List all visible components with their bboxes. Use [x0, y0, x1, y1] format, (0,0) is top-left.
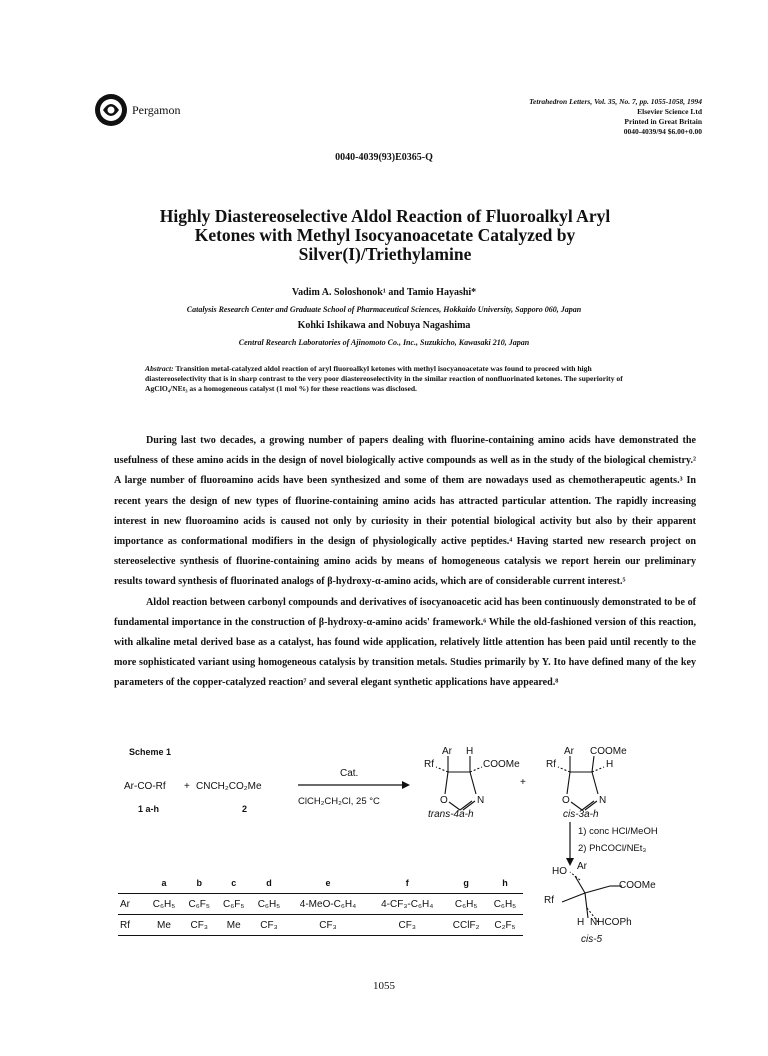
table-cell: CF₃: [251, 915, 287, 936]
atom-coome: COOMe: [619, 880, 656, 891]
scheme-label: Scheme 1: [129, 747, 172, 757]
table-header-row: [118, 873, 523, 894]
compound-label-1: 1 a-h: [138, 804, 160, 814]
table-row: [118, 915, 523, 936]
paper-title: [90, 207, 680, 264]
atom-o: O: [440, 795, 448, 806]
journal-line: Elsevier Science Ltd: [637, 107, 702, 116]
publisher-logo: [94, 93, 180, 127]
table-header-cell: b: [182, 873, 216, 894]
table-cell: C₂F₅: [487, 915, 523, 936]
affiliation-1: Catalysis Research Center and Graduate School of Pharmaceutical Sciences, Hokkaido University, Sapporo 060, Japan: [186, 305, 582, 314]
atom-coome: COOMe: [483, 759, 520, 770]
plus-sign: +: [184, 781, 190, 792]
step-2-conditions: 2) PhCOCl/NEt₃: [578, 843, 647, 854]
atom-n: N: [477, 795, 485, 806]
catalyst-label: Cat.: [340, 768, 359, 779]
table-row: [118, 894, 523, 915]
atom-h: H: [577, 917, 585, 928]
abstract: [145, 364, 635, 395]
table-cell: C₆F₅: [182, 894, 216, 915]
reaction-arrow: [298, 780, 410, 790]
journal-line: 0040-4039/94 $6.00+0.00: [623, 127, 702, 136]
pergamon-seal-icon: [94, 93, 128, 127]
atom-ho: HO: [552, 866, 567, 877]
page-number: 1055: [373, 980, 395, 992]
substituent-table: [118, 873, 523, 936]
journal-line: Tetrahedron Letters, Vol. 35, No. 7, pp. 1055-1058, 1994: [529, 97, 702, 106]
step-1-conditions: 1) conc HCl/MeOH: [578, 826, 658, 837]
title-line: Silver(I)/Triethylamine: [298, 244, 472, 264]
table-header-cell: f: [369, 873, 445, 894]
reaction-conditions: ClCH₂CH₂Cl, 25 °C: [298, 796, 380, 807]
atom-rf: Rf: [424, 759, 434, 770]
authors-group-1: Vadim A. Soloshonok¹ and Tamio Hayashi*: [291, 287, 477, 298]
table-header-cell: h: [487, 873, 523, 894]
table-header-cell: d: [251, 873, 287, 894]
atom-ar: Ar: [577, 861, 587, 872]
journal-line: Printed in Great Britain: [624, 117, 702, 126]
reactant-isocyanoacetate: CNCH₂CO₂Me: [196, 781, 262, 792]
publisher-name: Pergamon: [132, 102, 181, 117]
table-header-cell: e: [287, 873, 369, 894]
body-text: [114, 431, 696, 694]
atom-o: O: [562, 795, 570, 806]
atom-n: N: [599, 795, 607, 806]
reactant-ketone: Ar-CO-Rf: [124, 781, 166, 792]
compound-label-cis-3: cis-3a-h: [563, 809, 599, 820]
atom-nhcoph: NHCOPh: [590, 917, 632, 928]
paragraph: Aldol reaction between carbonyl compounds and derivatives of isocyanoacetic acid has been continuously demonstrated to be of fundamental importance in the construction of β-hydroxy-α-amino acids' framework.⁶ While the old-fashioned version of this reaction, with alkaline metal derived base as a catalyst, has found wide application, relatively little attention has been paid until recently to the more sophisticated variant using homogeneous catalysis by transition metals. Studies primarily by Y. Ito have defined many of the key parameters of the copper-catalyzed reaction⁷ and several elegant synthetic applications have appeared.⁸: [114, 596, 696, 689]
table-cell: Me: [146, 915, 182, 936]
compound-label-2: 2: [242, 804, 248, 814]
table-cell: CF₃: [287, 915, 369, 936]
row-label: Rf: [118, 915, 146, 936]
abstract-text: Transition metal-catalyzed aldol reaction of aryl fluoroalkyl ketones with methyl isocyanoacetate was found to proceed with high diastereoselectivity that is in sharp contrast to the very poor diastereoselectivity in the similar reaction of nonfluorinated ketones. The superiority of AgClO₄/NEt₃ as a homogeneous catalyst (1 mol %) for these reactions was disclosed.: [145, 364, 623, 394]
row-label: Ar: [118, 894, 146, 915]
table-cell: Me: [216, 915, 250, 936]
table-cell: 4-MeO-C₆H₄: [287, 894, 369, 915]
affiliation-2: Central Research Laboratories of Ajinomoto Co., Inc., Suzukicho, Kawasaki 210, Japan: [238, 338, 530, 347]
table-header-cell: a: [146, 873, 182, 894]
table-cell: CF₃: [369, 915, 445, 936]
atom-h: H: [606, 759, 614, 770]
plus-sign: +: [520, 777, 526, 788]
journal-citation: [529, 97, 702, 137]
atom-coome: COOMe: [590, 746, 627, 757]
table-cell: C₆F₅: [216, 894, 250, 915]
abstract-label: Abstract:: [145, 364, 174, 373]
table-cell: CClF₂: [445, 915, 487, 936]
compound-label-trans-4: trans-4a-h: [428, 809, 474, 820]
table-cell: C₆H₅: [487, 894, 523, 915]
title-line: Highly Diastereoselective Aldol Reaction of Fluoroalkyl Aryl: [159, 206, 611, 226]
table-cell: 4-CF₃-C₆H₄: [369, 894, 445, 915]
atom-rf: Rf: [544, 895, 554, 906]
atom-ar: Ar: [564, 746, 574, 757]
table-cell: C₆H₅: [251, 894, 287, 915]
table-cell: C₆H₅: [445, 894, 487, 915]
table-cell: CF₃: [182, 915, 216, 936]
authors-group-2: Kohki Ishikawa and Nobuya Nagashima: [297, 320, 471, 331]
table-header-cell: g: [445, 873, 487, 894]
paragraph: During last two decades, a growing number of papers dealing with fluorine-containing amino acids have demonstrated the usefulness of these amino acids in the design of novel biologically active compounds as well as in the study of the biological chemistry.² A large number of fluoroamino acids have been synthesized and some of them are nowadays used as chemotherapeutic agents.³ In recent years the design of new types of fluorine-containing amino acids has attracted particular attention. The rapidly increasing interest in new fluoroamino acids is caused not only by curiosity in their potential biological activity but also by their apparent importance as conformational modifiers in the design of physiologically active peptides.⁴ Having started new research project on stereoselective synthesis of fluorine-containing amino acids by means of homogeneous catalysis we report herein our preliminary results toward synthesis of fluorinated analogs of β-hydroxy-α-amino acids, which are of considerable current interest.⁵: [114, 435, 696, 588]
doi-code: 0040-4039(93)E0365-Q: [335, 152, 433, 163]
atom-h: H: [466, 746, 474, 757]
title-line: Ketones with Methyl Isocyanoacetate Catalyzed by: [194, 225, 576, 245]
table-header-cell: c: [216, 873, 250, 894]
table-cell: C₆H₅: [146, 894, 182, 915]
atom-ar: Ar: [442, 746, 452, 757]
compound-label-cis-5: cis-5: [581, 934, 603, 945]
atom-rf: Rf: [546, 759, 556, 770]
